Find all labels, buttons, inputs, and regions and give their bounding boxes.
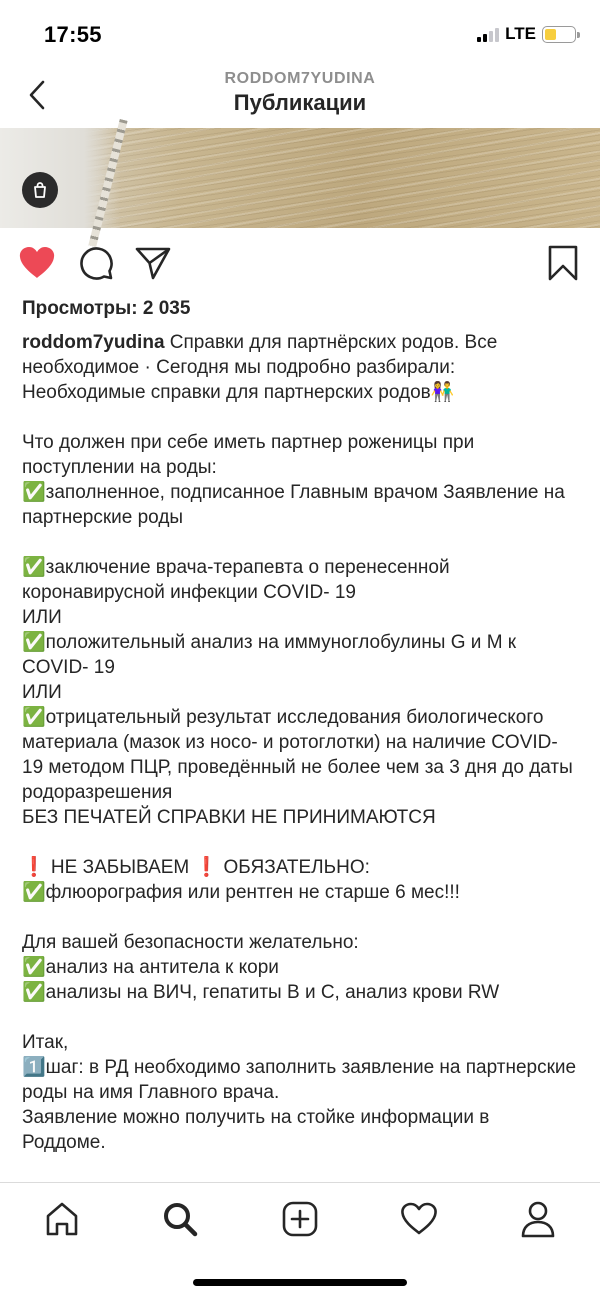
bottom-tab-bar — [0, 1182, 600, 1297]
share-button[interactable] — [133, 244, 173, 282]
home-icon — [44, 1201, 80, 1237]
bookmark-icon — [547, 245, 579, 281]
comment-icon — [78, 245, 114, 281]
status-time: 17:55 — [44, 22, 102, 47]
status-indicators — [477, 24, 576, 44]
heart-outline-icon — [400, 1202, 438, 1236]
signal-icon — [477, 26, 499, 42]
battery-icon — [542, 26, 576, 43]
like-button[interactable] — [17, 244, 57, 282]
post-image[interactable] — [0, 128, 600, 228]
network-label: LTE — [505, 24, 536, 43]
nav-header — [0, 64, 600, 128]
tab-activity[interactable] — [397, 1197, 441, 1241]
shopping-bag-icon[interactable] — [22, 172, 58, 208]
post-caption — [22, 330, 578, 1182]
plus-square-icon — [282, 1201, 318, 1237]
heart-icon — [18, 246, 56, 280]
tab-search[interactable] — [158, 1197, 202, 1241]
comment-button[interactable] — [76, 244, 116, 282]
tab-home[interactable] — [40, 1197, 84, 1241]
views-count: Просмотры: 2 035 — [22, 298, 191, 319]
caption-text: Справки для партнёрских родов. Все необходимое · Сегодня мы подробно разбирали: Необходимые справки для партнерских родов👫 Что должен при себе иметь партнер роженицы при поступлении на роды: ✅заполненное, подписанное Главным врачом Заявление на партнерские роды ✅заключение врача-терапевта о перенесенной коронавирусной инфекции COVID- 19 ИЛИ ✅положительный анализ на иммуноглобулины G и M к COVID- 19 ИЛИ ✅отрицательный результат исследования биологического материала (мазок из носо- и ротоглотки) на наличие COVID- 19 методом ПЦР, проведённый не более чем за 3 дня до даты родоразрешения БЕЗ ПЕЧАТЕЙ СПРАВКИ НЕ ПРИНИМАЮТСЯ ❗️ НЕ ЗАБЫВАЕМ ❗️ ОБЯЗАТЕЛЬНО: ✅флюорография или рентген не старше 6 мес!!! Для вашей безопасности желательно: ✅анализ на антитела к кори ✅анализы на ВИЧ, гепатиты В и С, анализ крови RW Итак, 1️⃣шаг: в РД необходимо заполнить заявление на партнерские роды на имя Главного врача. Заявление можно получить на стойке информации в Роддоме. — [22, 332, 577, 1153]
home-indicator — [193, 1279, 407, 1286]
tab-create[interactable] — [278, 1197, 322, 1241]
page-title: Публикации — [233, 90, 367, 115]
status-bar — [0, 0, 600, 64]
paper-plane-icon — [135, 245, 171, 281]
profile-icon — [520, 1200, 556, 1238]
tab-profile[interactable] — [516, 1197, 560, 1241]
save-button[interactable] — [543, 244, 583, 282]
search-icon — [161, 1200, 199, 1238]
caption-username[interactable]: roddom7yudina — [22, 332, 165, 353]
account-name: RODDOM7YUDINA — [224, 70, 376, 87]
post-actions — [0, 228, 600, 298]
